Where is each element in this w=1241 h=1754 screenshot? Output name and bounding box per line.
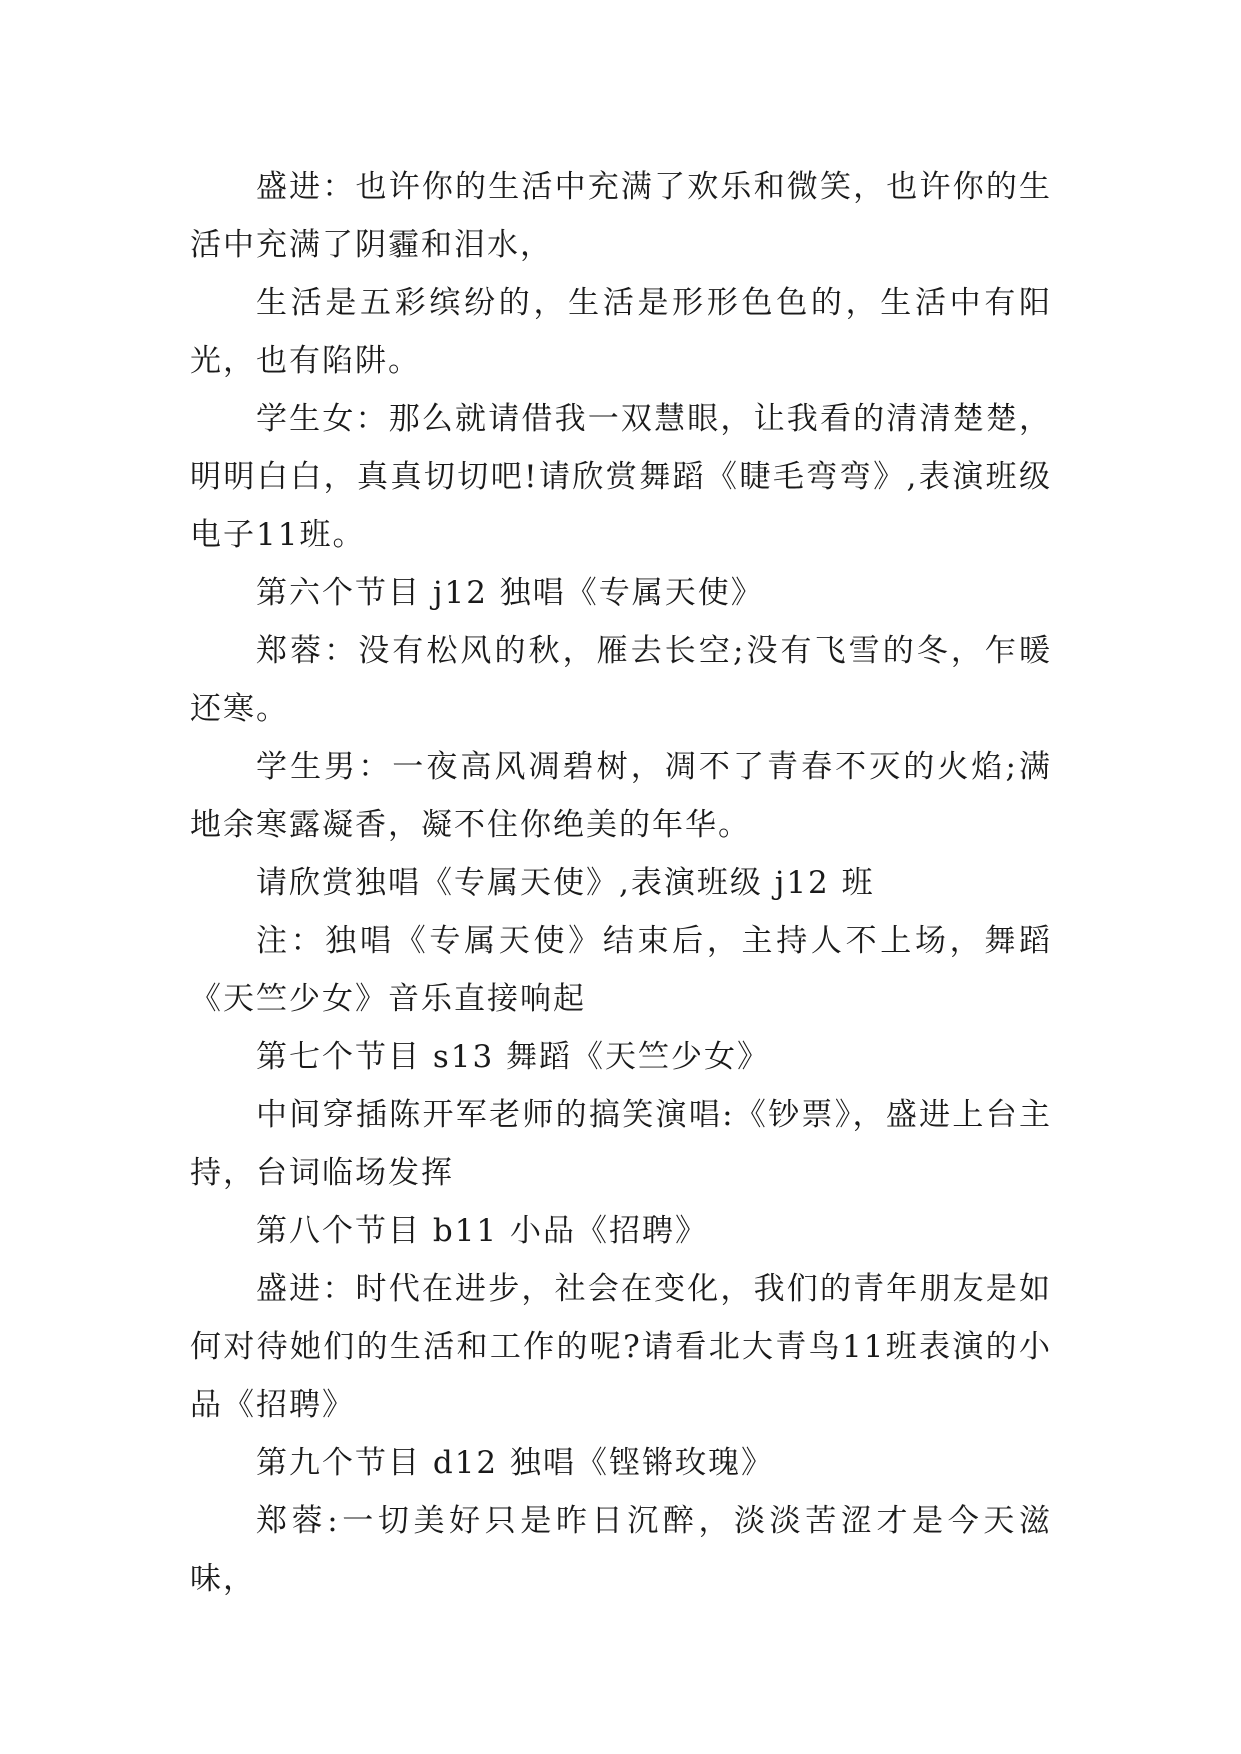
- paragraph-student-male-youth: 学生男：一夜高风凋碧树，凋不了青春不灭的火焰;满地余寒露凝香，凝不住你绝美的年华。: [190, 749, 1052, 843]
- program-8-heading: 第八个节目 b11 小品《招聘》: [256, 1213, 708, 1249]
- program-7-heading: 第七个节目 s13 舞蹈《天竺少女》: [256, 1039, 771, 1075]
- program-6-heading: 第六个节目 j12 独唱《专属天使》: [256, 575, 764, 611]
- document-body: [190, 158, 1052, 1608]
- paragraph-host-zheng-rong-autumn: 郑蓉：没有松风的秋，雁去长空;没有飞雪的冬，乍暖还寒。: [190, 633, 1052, 727]
- paragraph-host-sheng-jin-skit-intro: 盛进：时代在进步，社会在变化，我们的青年朋友是如何对待她们的生活和工作的呢?请看北大青鸟11班表演的小品《招聘》: [190, 1271, 1052, 1423]
- paragraph-student-female-dance-intro: 学生女：那么就请借我一双慧眼，让我看的清清楚楚，明明白白，真真切切吧!请欣赏舞蹈《睫毛弯弯》,表演班级电子11班。: [190, 401, 1052, 553]
- paragraph-host-sheng-jin-intro: 盛进：也许你的生活中充满了欢乐和微笑，也许你的生活中充满了阴霾和泪水，: [190, 169, 1052, 263]
- paragraph-note: 注：独唱《专属天使》结束后，主持人不上场，舞蹈《天竺少女》音乐直接响起: [190, 923, 1052, 1017]
- paragraph-life-colorful: 生活是五彩缤纷的，生活是形形色色的，生活中有阳光，也有陷阱。: [190, 285, 1052, 379]
- paragraph-interlude-performance: 中间穿插陈开军老师的搞笑演唱:《钞票》，盛进上台主持，台词临场发挥: [190, 1097, 1052, 1191]
- paragraph-host-zheng-rong-beauty: 郑蓉:一切美好只是昨日沉醉，淡淡苦涩才是今天滋味，: [190, 1503, 1052, 1597]
- paragraph-solo-intro: 请欣赏独唱《专属天使》,表演班级 j12 班: [256, 865, 875, 901]
- program-9-heading: 第九个节目 d12 独唱《铿锵玫瑰》: [256, 1445, 774, 1481]
